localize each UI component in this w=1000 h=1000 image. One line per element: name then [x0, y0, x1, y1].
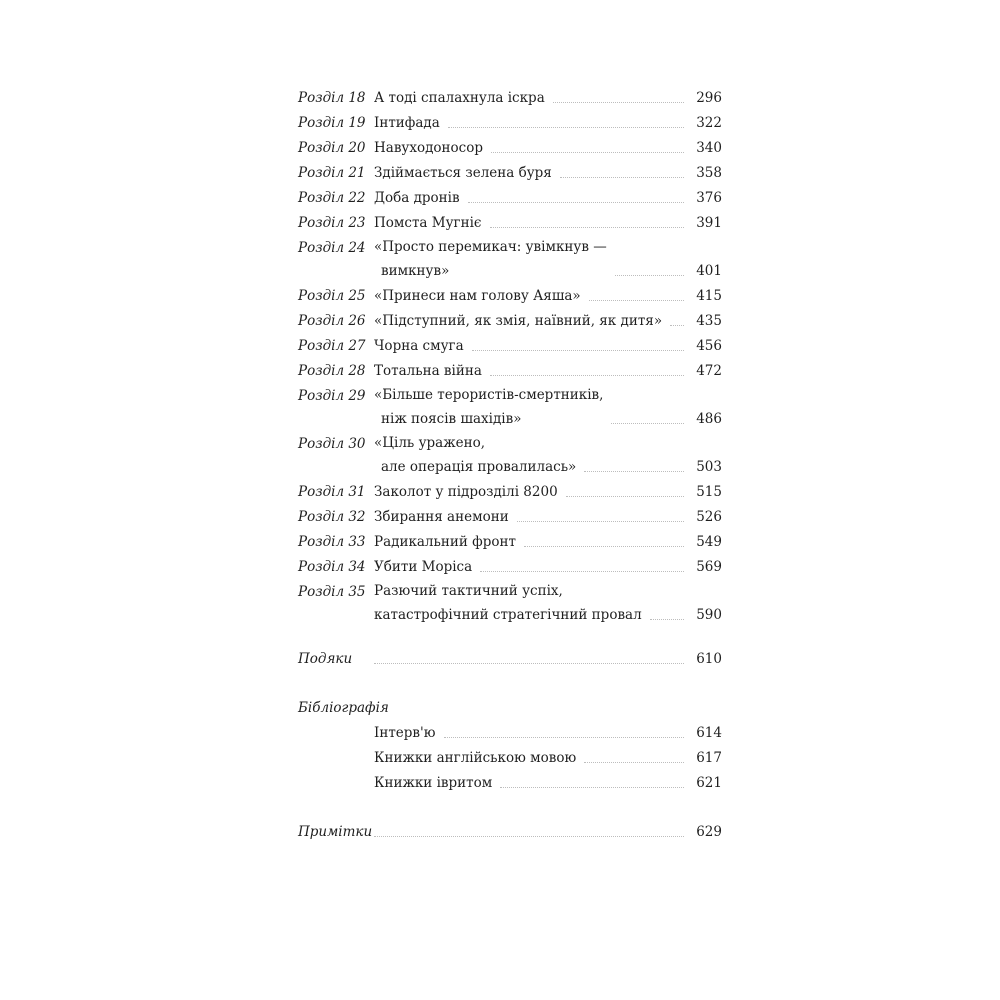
dot-leader	[615, 275, 684, 276]
dot-leader	[500, 787, 684, 788]
chapter-label: Розділ 24	[298, 240, 366, 256]
chapter-label: Розділ 34	[298, 559, 366, 575]
chapter-label: Розділ 27	[298, 338, 366, 354]
dot-leader	[480, 571, 684, 572]
chapter-label: Розділ 28	[298, 363, 366, 379]
chapter-title-line-1: Разючий тактичний успіх,	[374, 583, 563, 599]
dot-leader	[448, 127, 684, 128]
dot-leader	[566, 496, 684, 497]
toc-entry-chapter-32[interactable]	[298, 505, 722, 530]
toc-entry-bibliography-hebrew-books[interactable]	[298, 771, 722, 796]
page-number: 456	[696, 338, 722, 354]
page-number: 515	[696, 484, 722, 500]
chapter-label: Розділ 30	[298, 436, 366, 452]
chapter-title	[374, 236, 607, 284]
section-label: Подяки	[298, 651, 353, 667]
dot-leader	[553, 102, 684, 103]
dot-leader	[584, 471, 684, 472]
chapter-label: Розділ 31	[298, 484, 366, 500]
chapter-title-line-1: «Більше терористів-смертників,	[374, 387, 604, 403]
chapter-title: Тотальна війна	[374, 363, 482, 379]
page-number: 358	[696, 165, 722, 181]
toc-entry-chapter-23[interactable]	[298, 211, 722, 236]
toc-entry-chapter-30[interactable]	[298, 432, 722, 480]
page-number: 569	[696, 559, 722, 575]
dot-leader	[374, 663, 684, 664]
chapter-title: Здіймається зелена буря	[374, 165, 552, 181]
chapter-label: Розділ 32	[298, 509, 366, 525]
page-number: 614	[696, 725, 722, 741]
dot-leader	[490, 375, 684, 376]
chapter-title-line-2: але операція провалилась»	[381, 459, 577, 475]
dot-leader	[589, 300, 684, 301]
toc-entry-chapter-29[interactable]	[298, 384, 722, 432]
chapter-title	[374, 384, 603, 432]
page-number: 435	[696, 313, 722, 329]
chapter-title: А тоді спалахнула іскра	[374, 90, 545, 106]
chapter-label: Розділ 20	[298, 140, 366, 156]
dot-leader	[524, 546, 684, 547]
page-number: 526	[696, 509, 722, 525]
toc-entry-chapter-33[interactable]	[298, 530, 722, 555]
chapter-label: Розділ 19	[298, 115, 366, 131]
section-label: Примітки	[298, 824, 373, 840]
table-of-contents	[298, 86, 722, 845]
toc-entry-notes[interactable]	[298, 820, 722, 845]
page-number: 401	[696, 263, 722, 279]
chapter-title: Помста Мугніє	[374, 215, 482, 231]
chapter-title: Навуходоносор	[374, 140, 484, 156]
page-number: 621	[696, 775, 722, 791]
toc-entry-bibliography-english-books[interactable]	[298, 746, 722, 771]
chapter-title: Убити Моріса	[374, 559, 473, 575]
dot-leader	[490, 227, 685, 228]
chapter-title-line-2: вимкнув»	[381, 263, 450, 279]
chapter-title-line-1: «Ціль уражено,	[374, 435, 486, 451]
toc-entry-chapter-20[interactable]	[298, 136, 722, 161]
toc-entry-chapter-34[interactable]	[298, 555, 722, 580]
page-number: 486	[696, 411, 722, 427]
chapter-title: «Підступний, як змія, наївний, як дитя»	[374, 313, 663, 329]
chapter-label: Розділ 21	[298, 165, 366, 181]
page-number: 629	[696, 824, 722, 840]
toc-entry-chapter-35[interactable]	[298, 580, 722, 628]
chapter-title-line-1: «Просто перемикач: увімкнув —	[374, 239, 607, 255]
page-number: 322	[696, 115, 722, 131]
dot-leader	[472, 350, 684, 351]
bibliography-item-title: Книжки івритом	[374, 775, 493, 791]
chapter-label: Розділ 18	[298, 90, 366, 106]
chapter-title: Інтифада	[374, 115, 440, 131]
dot-leader	[650, 619, 684, 620]
page-number: 376	[696, 190, 722, 206]
page-number: 617	[696, 750, 722, 766]
chapter-label: Розділ 22	[298, 190, 366, 206]
bibliography-heading: Бібліографія	[298, 700, 389, 716]
page-number: 391	[696, 215, 722, 231]
page-number: 549	[696, 534, 722, 550]
toc-entry-chapter-25[interactable]	[298, 284, 722, 309]
page-number: 503	[696, 459, 722, 475]
toc-entry-acknowledgements[interactable]	[298, 647, 722, 672]
dot-leader	[374, 836, 684, 837]
page-number: 472	[696, 363, 722, 379]
chapter-title: «Принеси нам голову Аяша»	[374, 288, 581, 304]
chapter-label: Розділ 26	[298, 313, 366, 329]
bibliography-item-title: Інтерв'ю	[374, 725, 436, 741]
chapter-title: Чорна смуга	[374, 338, 464, 354]
chapter-title	[374, 580, 642, 628]
page-number: 415	[696, 288, 722, 304]
dot-leader	[584, 762, 684, 763]
chapter-title-line-2: катастрофічний стратегічний провал	[374, 607, 642, 623]
dot-leader	[444, 737, 685, 738]
chapter-label: Розділ 23	[298, 215, 366, 231]
dot-leader	[517, 521, 684, 522]
dot-leader	[491, 152, 684, 153]
toc-entry-chapter-18[interactable]	[298, 86, 722, 111]
dot-leader	[611, 423, 684, 424]
page-number: 590	[696, 607, 722, 623]
toc-entry-chapter-27[interactable]	[298, 334, 722, 359]
toc-entry-chapter-24[interactable]	[298, 236, 722, 284]
page-number: 296	[696, 90, 722, 106]
chapter-title: Заколот у підрозділі 8200	[374, 484, 558, 500]
chapter-title: Радикальний фронт	[374, 534, 516, 550]
chapter-title-line-2: ніж поясів шахідів»	[381, 411, 522, 427]
toc-entry-chapter-26[interactable]	[298, 309, 722, 334]
chapter-title: Збирання анемони	[374, 509, 509, 525]
chapter-title	[374, 432, 576, 480]
page-number: 610	[696, 651, 722, 667]
chapter-label: Розділ 29	[298, 388, 366, 404]
chapter-title: Доба дронів	[374, 190, 460, 206]
dot-leader	[468, 202, 684, 203]
toc-entry-chapter-19[interactable]	[298, 111, 722, 136]
chapter-label: Розділ 35	[298, 584, 366, 600]
dot-leader	[670, 325, 684, 326]
bibliography-item-title: Книжки англійською мовою	[374, 750, 577, 766]
dot-leader	[560, 177, 684, 178]
toc-entry-bibliography-interviews[interactable]	[298, 721, 722, 746]
chapter-label: Розділ 25	[298, 288, 366, 304]
page-number: 340	[696, 140, 722, 156]
toc-entry-chapter-31[interactable]	[298, 480, 722, 505]
toc-entry-chapter-22[interactable]	[298, 186, 722, 211]
chapter-label: Розділ 33	[298, 534, 366, 550]
toc-entry-chapter-28[interactable]	[298, 359, 722, 384]
toc-entry-chapter-21[interactable]	[298, 161, 722, 186]
